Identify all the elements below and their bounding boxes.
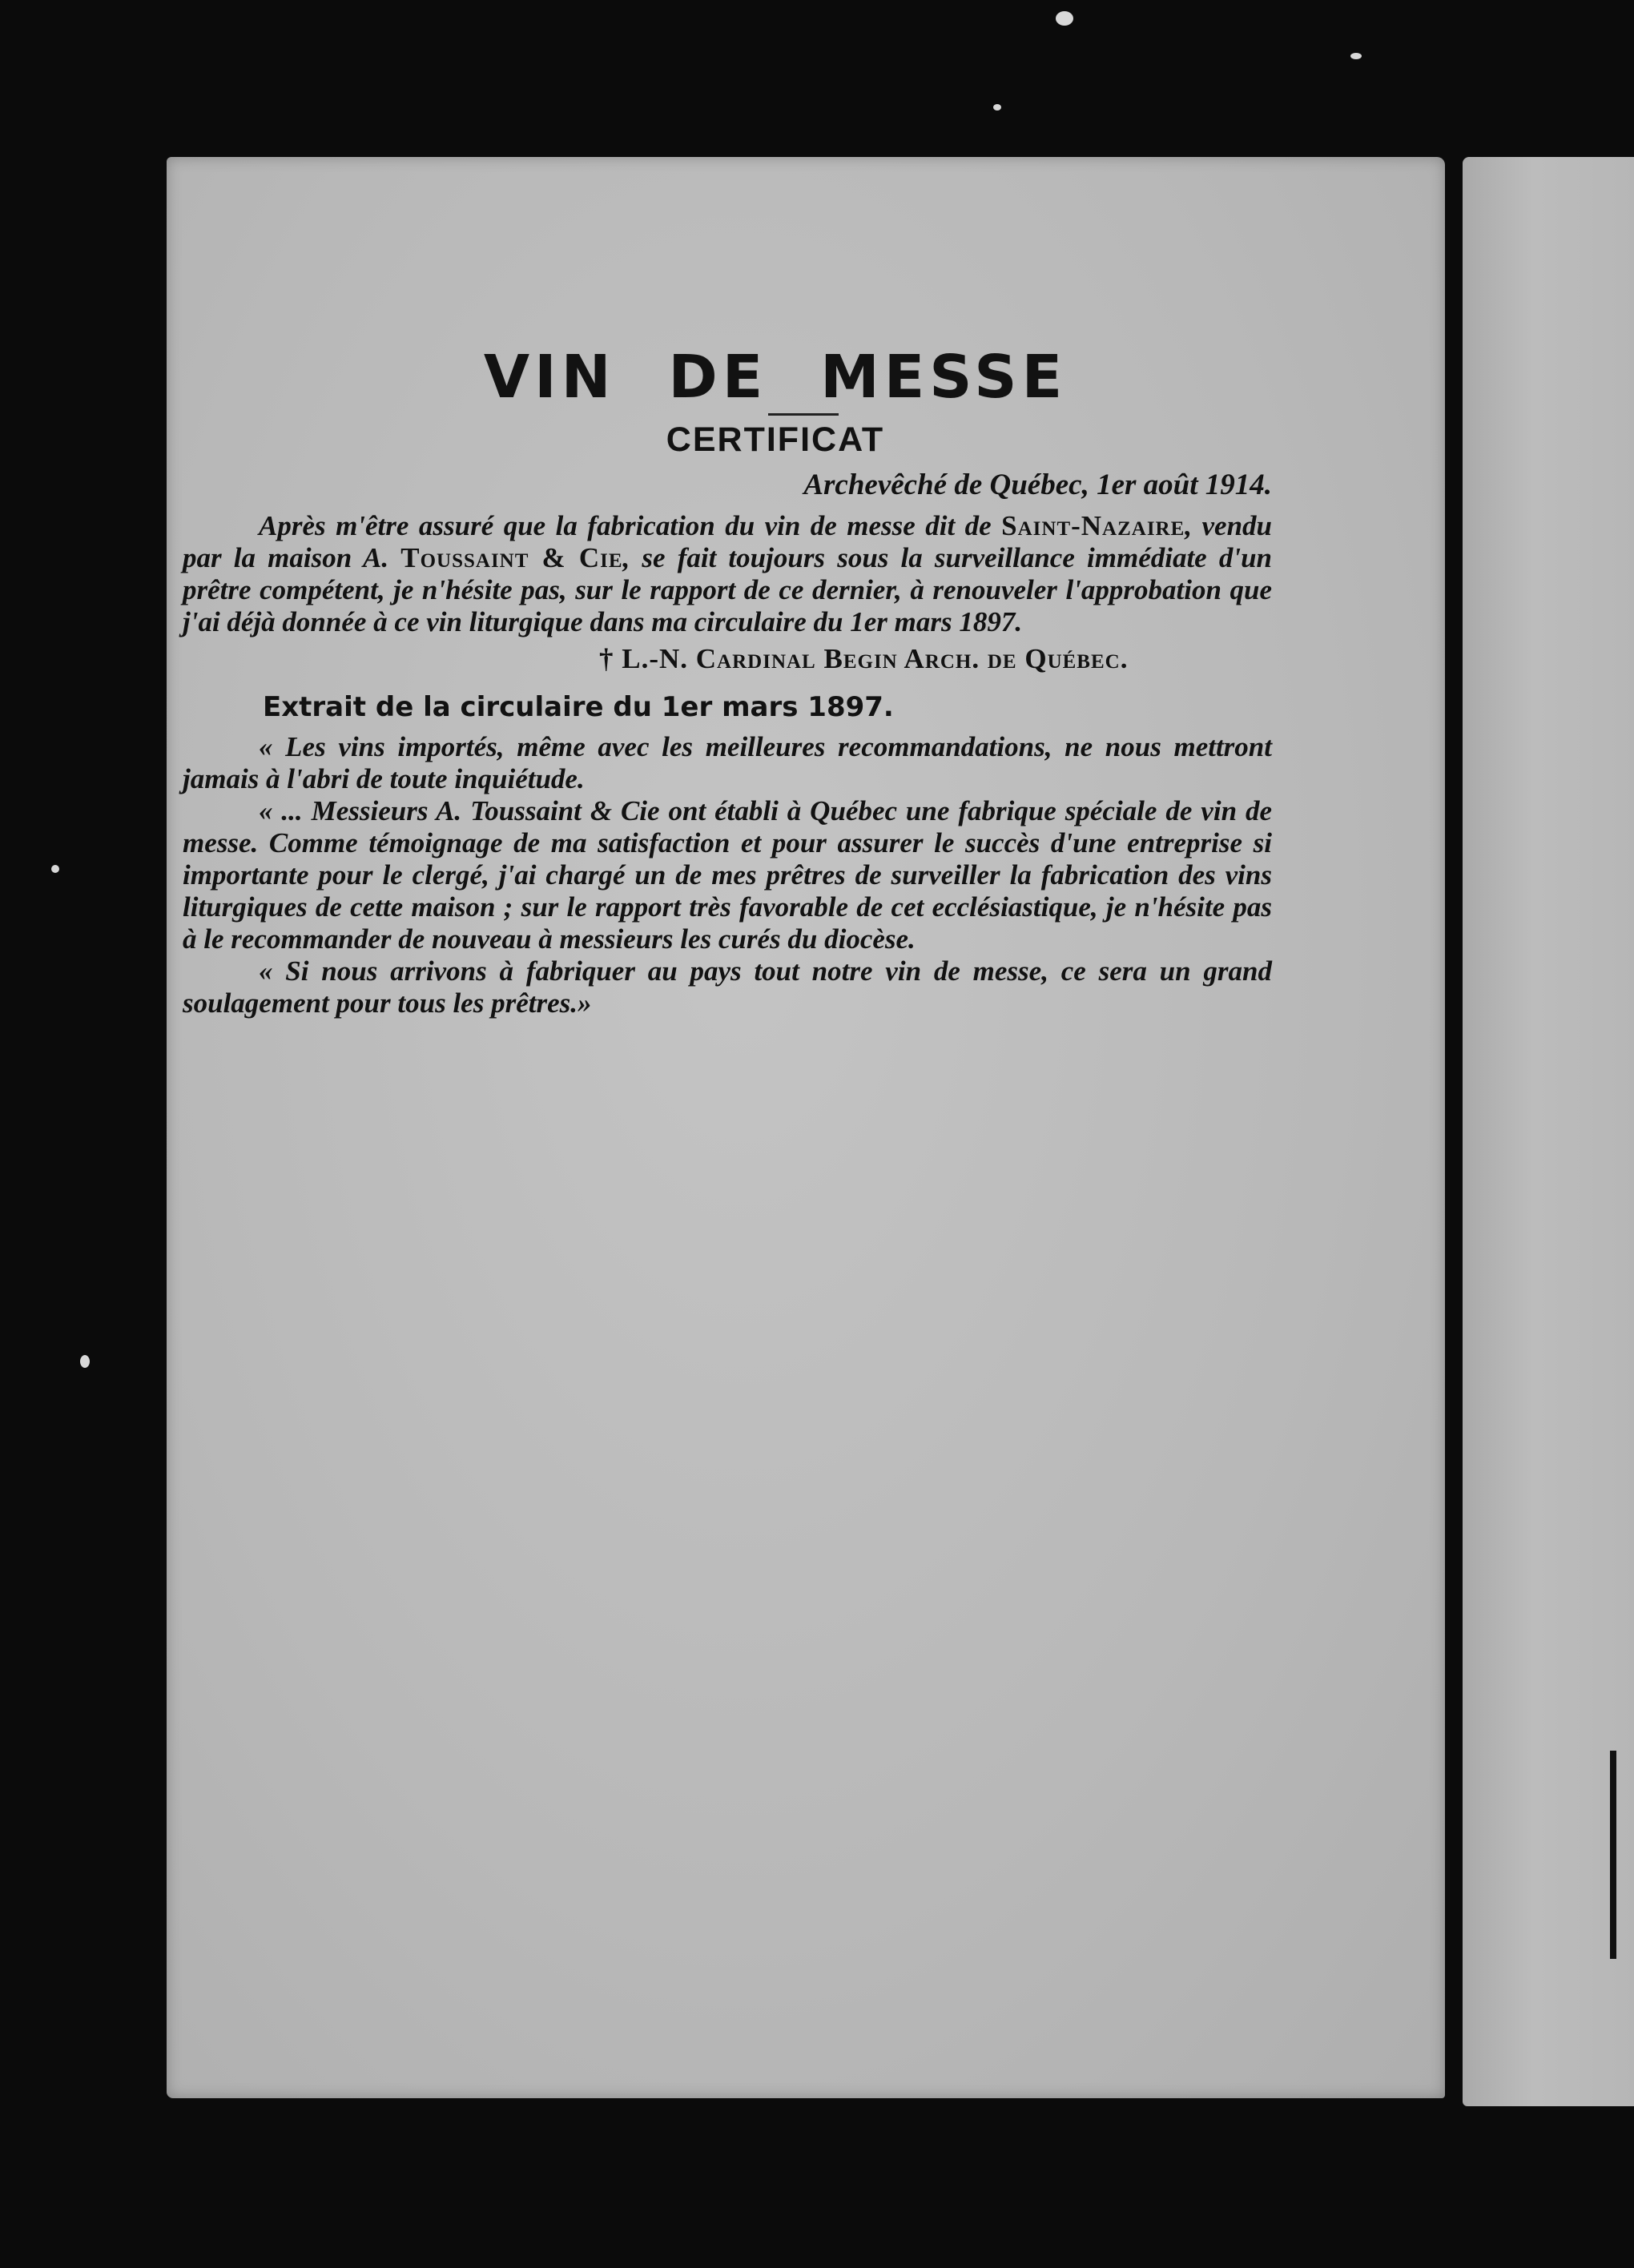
extract-paragraph: « Si nous arrivons à fabriquer au pays tout notre vin de messe, ce sera un grand soulagement pour tous les prêtres.» — [183, 955, 1272, 1019]
dust-speck — [1350, 53, 1362, 59]
adjacent-page-edge — [1463, 157, 1634, 2106]
certificate-name-saint-nazaire: Saint-Nazaire — [1001, 510, 1185, 541]
certificate-text-part3: , se fait toujours sous la surveillance immédiate d'un prêtre compétent, je n'hésite pas, sur le rapport de ce dernier, à renouveler l'approbation que j'ai déjà donnée à ce vin liturgique dans ma circulaire du 1er mars 1897. — [183, 542, 1273, 637]
signature: † L.-N. Cardinal Begin Arch. de Québec. — [599, 643, 1129, 674]
document-content — [183, 183, 1272, 1019]
extract-paragraph: « ... Messieurs A. Toussaint & Cie ont établi à Québec une fabrique spéciale de vin de messe. Comme témoignage de ma satisfaction et pour assurer le succès d'une entreprise si importante pour le clergé, j'ai chargé un de mes prêtres de surveiller la fabrication des vins liturgiques de cette maison ; sur le rapport très favorable de cet ecclésiastique, je n'hésite pas à le recommander de nouveau à messieurs les curés du diocèse. — [183, 795, 1272, 955]
certificate-paragraph — [183, 510, 1272, 638]
title-rule — [768, 413, 839, 416]
extract-heading: Extrait de la circulaire du 1er mars 1897. — [263, 691, 894, 723]
extract-paragraph: « Les vins importés, même avec les meilleures recommandations, ne nous mettront jamais à l'abri de toute inquiétude. — [183, 731, 1272, 794]
certificate-text-part2: , vendu par la maison A. — [183, 510, 1272, 573]
dust-speck — [1056, 11, 1073, 26]
certificate-name-toussaint: Toussaint & Cie — [400, 542, 623, 573]
dateline: Archevêché de Québec, 1er août 1914. — [803, 468, 1272, 501]
document-subtitle: CERTIFICAT — [666, 420, 885, 459]
document-title: VIN DE MESSE — [483, 343, 1068, 412]
dust-speck — [51, 865, 59, 873]
certificate-text-part1: Après m'être assuré que la fabrication du vin de messe dit de — [259, 510, 1002, 541]
adjacent-page-rule — [1610, 1751, 1616, 1959]
dust-speck — [80, 1355, 90, 1368]
dust-speck — [993, 104, 1001, 111]
